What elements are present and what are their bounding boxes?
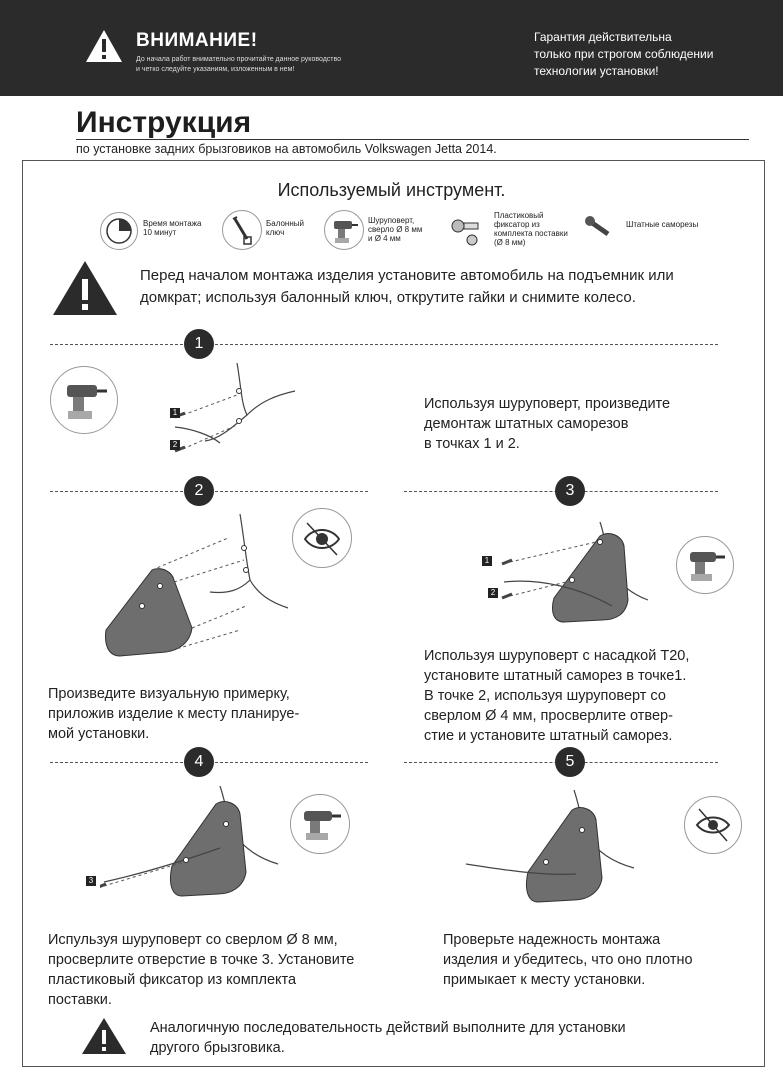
clock-icon: [100, 212, 138, 250]
screw-icon: [582, 212, 618, 244]
warning-title: ВНИМАНИЕ!: [136, 30, 258, 51]
step-text: Используя шуруповерт с насадкой Т20,: [424, 648, 690, 664]
drill-icon: [324, 210, 364, 250]
tool-label: Балонный ключ: [266, 219, 304, 237]
tool-label: Время монтажа 10 минут: [143, 219, 202, 237]
plastic-fastener-icon: [448, 214, 488, 248]
tool-label: Штатные саморезы: [626, 220, 699, 229]
eye-inspect-icon: [684, 796, 742, 854]
step-text: пластиковый фиксатор из комплекта: [48, 972, 297, 988]
drill-icon: [676, 536, 734, 594]
step-text: сверлом Ø 4 мм, просверлите отвер-: [424, 708, 673, 724]
step-number-badge: 4: [184, 747, 214, 777]
step-text: примыкает к месту установки.: [443, 972, 646, 988]
step-text: поставки.: [48, 992, 112, 1008]
drill-icon: [290, 794, 350, 854]
step-number-badge: 3: [555, 476, 585, 506]
step3-illustration: [500, 520, 650, 630]
footer-note: Аналогичную последовательность действий выполните для установки: [150, 1020, 626, 1036]
intro-text: Перед началом монтажа изделия установите автомобиль на подъемник или: [140, 267, 674, 284]
step-number-badge: 1: [184, 329, 214, 359]
title-divider: [76, 139, 749, 140]
step-text: Испульзуя шуруповерт со сверлом Ø 8 мм,: [48, 932, 338, 948]
step-text: приложив изделие к месту планируе-: [48, 706, 300, 722]
point-tag: 1: [482, 556, 492, 566]
step-text: просверлите отверстие в точке 3. Установите: [48, 952, 355, 968]
warning-header: [0, 0, 783, 96]
section-divider: [50, 344, 718, 345]
guarantee-text: Гарантия действительна: [534, 30, 672, 44]
step-text: изделия и убедитесь, что оно плотно: [443, 952, 693, 968]
step5-illustration: [464, 786, 644, 906]
step1-illustration: [165, 355, 300, 465]
drill-icon: [50, 366, 118, 434]
point-tag: 2: [170, 440, 180, 450]
point-tag: 3: [86, 876, 96, 886]
step-text: В точке 2, используя шуруповерт со: [424, 688, 666, 704]
warning-subtext: и четко следуйте указаниям, изложенным в нем!: [136, 66, 295, 73]
eye-inspect-icon: [292, 508, 352, 568]
step-text: Используя шуруповерт, произведите: [424, 396, 671, 412]
step-text: стие и установите штатный саморез.: [424, 728, 673, 744]
warning-triangle-icon: [50, 258, 120, 318]
warning-triangle-icon: [80, 1016, 128, 1056]
guarantee-text: технологии установки!: [534, 64, 659, 78]
warning-triangle-icon: [84, 28, 124, 64]
page-title: Инструкция: [76, 106, 252, 139]
tools-heading: Используемый инструмент.: [277, 180, 506, 200]
tool-label: Шуруповерт, сверло Ø 8 мм и Ø 4 мм: [368, 216, 423, 243]
step-text: Произведите визуальную примерку,: [48, 686, 290, 702]
step2-illustration: [100, 510, 290, 670]
step4-illustration: [100, 782, 290, 912]
footer-note: другого брызговика.: [150, 1040, 285, 1056]
step-text: установите штатный саморез в точке1.: [424, 668, 687, 684]
guarantee-text: только при строгом соблюдении: [534, 47, 714, 61]
step-number-badge: 5: [555, 747, 585, 777]
tool-label: Пластиковый фиксатор из комплекта поставки (Ø 8 мм): [494, 211, 568, 247]
step-number-badge: 2: [184, 476, 214, 506]
page-subtitle: по установке задних брызговиков на автомобиль Volkswagen Jetta 2014.: [76, 142, 497, 156]
wheel-wrench-icon: [222, 210, 262, 250]
step-text: Проверьте надежность монтажа: [443, 932, 661, 948]
intro-text: домкрат; используя балонный ключ, открутите гайки и снимите колесо.: [140, 289, 636, 306]
warning-subtext: До начала работ внимательно прочитайте данное руководство: [136, 56, 342, 63]
point-tag: 1: [170, 408, 180, 418]
step-text: мой установки.: [48, 726, 150, 742]
point-tag: 2: [488, 588, 498, 598]
step-text: в точках 1 и 2.: [424, 436, 520, 452]
step-text: демонтаж штатных саморезов: [424, 416, 629, 432]
